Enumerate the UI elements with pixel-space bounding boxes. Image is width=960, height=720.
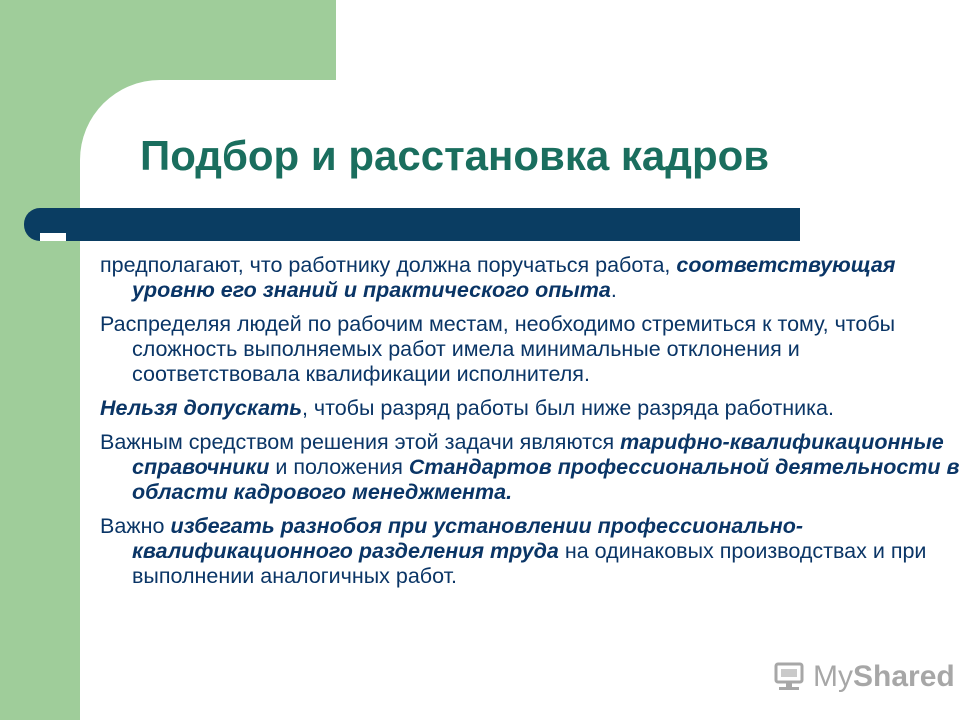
slide-body (100, 253, 960, 598)
emphasis-text: тарифно-квалификационные справочники (132, 430, 944, 479)
paragraph-text: и положения (269, 455, 409, 479)
paragraph-text: предполагают, что работнику должна поручаться работа, (100, 253, 677, 277)
paragraph-text: Важным средством решения этой задачи являются (100, 430, 621, 454)
paragraph-text: на одинаковых производствах и при выполнении аналогичных работ. (132, 539, 927, 588)
paragraph-text: . (610, 278, 617, 302)
watermark (773, 657, 955, 697)
body-paragraph (100, 396, 960, 421)
body-paragraph (100, 253, 960, 303)
emphasis-text: Стандартов профессиональной деятельности в области кадрового менеджмента. (132, 455, 960, 504)
emphasis-text: Нельзя допускать (100, 396, 302, 420)
watermark-text: MyShared (813, 660, 955, 693)
body-paragraph (100, 430, 960, 505)
slide-title: Подбор и расстановка кадров (140, 132, 770, 179)
bar-notch (40, 233, 66, 241)
title-underline-bar (24, 208, 800, 241)
body-paragraph (100, 312, 960, 387)
emphasis-text: избегать разнобоя при установлении профессионально-квалификационного разделения труда (132, 514, 804, 563)
body-paragraph (100, 514, 960, 589)
emphasis-text: соответствующая уровню его знаний и практического опыта (132, 253, 896, 302)
paragraph-text: Важно (100, 514, 171, 538)
paragraph-text: , чтобы разряд работы был ниже разряда работника. (301, 396, 834, 420)
mystudies-logo-icon (773, 659, 809, 695)
paragraph-text: Распределяя людей по рабочим местам, необходимо стремиться к тому, чтобы сложность выполняемых работ имела минимальные отклонения и соответствовала квалификации исполнителя. (100, 312, 896, 386)
